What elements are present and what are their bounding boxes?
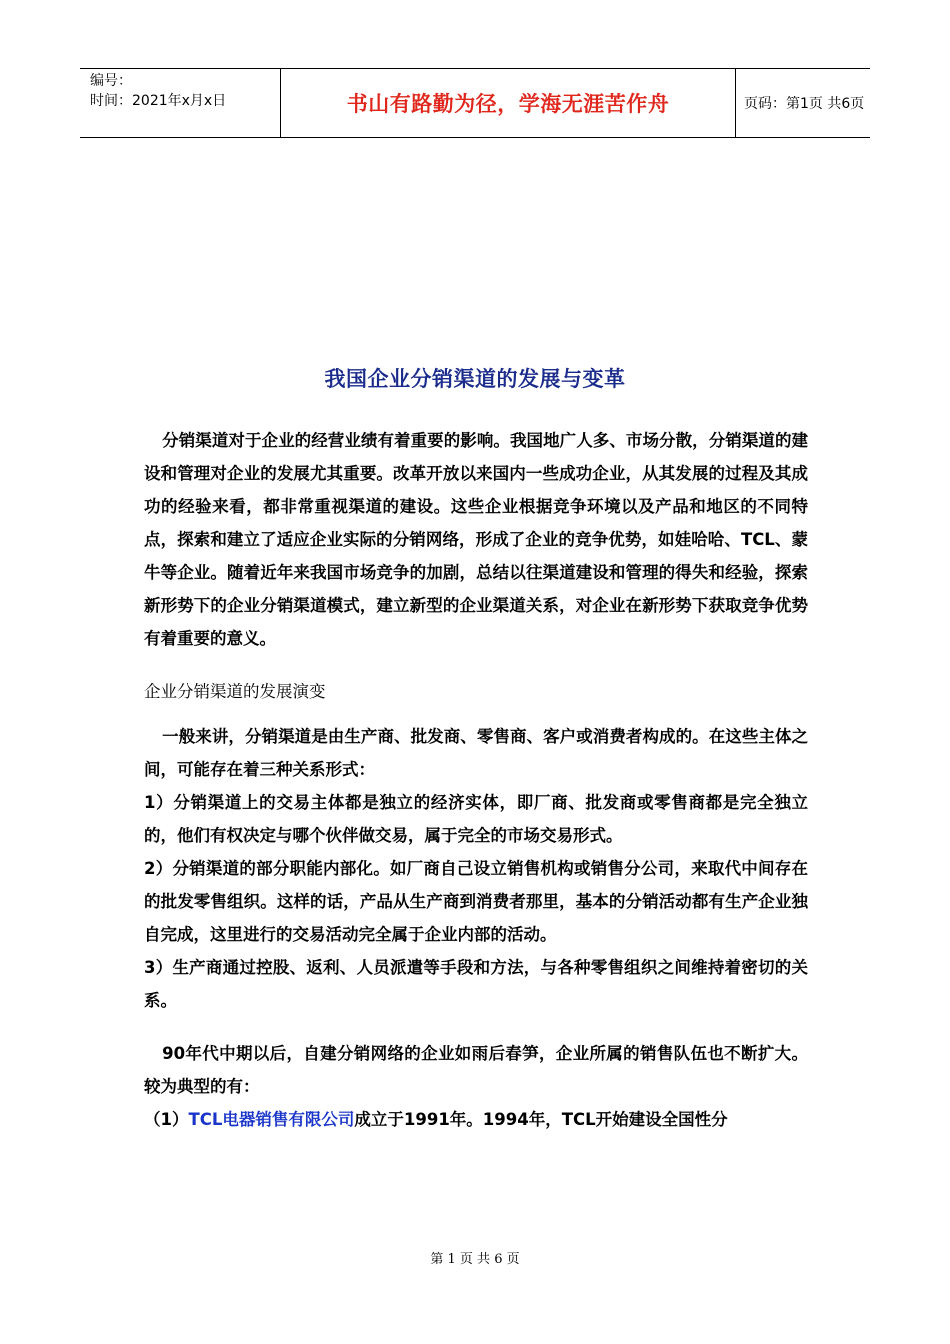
document-time-label: 时间：2021年x月x日 [90,93,227,109]
list-item-3: 3）生产商通过控股、返利、人员派遣等手段和方法，与各种零售组织之间维持着密切的关系。 [144,958,808,1010]
paragraph-relations: 一般来讲，分销渠道是由生产商、批发商、零售商、客户或消费者构成的。在这些主体之间，可能存在着三种关系形式： [144,727,808,779]
page-footer: 第 1 页 共 6 页 [430,1252,520,1267]
document-body [144,424,808,1136]
header-page-info: 页码：第1页 共6页 [744,96,865,112]
tcl-company-link[interactable]: TCL电器销售有限公司 [188,1110,355,1129]
page-header [80,68,870,138]
list-item-tcl [144,1103,808,1136]
header-meta [80,69,280,137]
paragraph-90s: 90年代中期以后，自建分销网络的企业如雨后春笋，企业所属的销售队伍也不断扩大。较为典型的有： [144,1044,808,1096]
list-item-2: 2）分销渠道的部分职能内部化。如厂商自己设立销售机构或销售分公司，来取代中间存在的批发零售组织。这样的话，产品从生产商到消费者那里，基本的分销活动都有生产企业独自完成，这里进行的交易活动完全属于企业内部的活动。 [144,859,808,944]
document-title: 我国企业分销渠道的发展与变革 [324,367,626,391]
document-number-label: 编号： [90,73,132,89]
header-motto: 书山有路勤为径，学海无涯苦作舟 [280,69,736,137]
list-item-tcl-text: 成立于1991年。1994年，TCL开始建设全国性分 [354,1110,728,1129]
list-item-1: 1）分销渠道上的交易主体都是独立的经济实体，即厂商、批发商或零售商都是完全独立的，他们有权决定与哪个伙伴做交易，属于完全的市场交易形式。 [144,793,808,845]
section-heading: 企业分销渠道的发展演变 [144,682,326,701]
list-item-tcl-prefix: （1） [144,1110,189,1129]
intro-paragraph: 分销渠道对于企业的经营业绩有着重要的影响。我国地广人多、市场分散，分销渠道的建设和管理对企业的发展尤其重要。改革开放以来国内一些成功企业，从其发展的过程及其成功的经验来看，都非常重视渠道的建设。这些企业根据竞争环境以及产品和地区的不同特点，探索和建立了适应企业实际的分销网络，形成了企业的竞争优势，如娃哈哈、TCL、蒙牛等企业。随着近年来我国市场竞争的加剧，总结以往渠道建设和管理的得失和经验，探索新形势下的企业分销渠道模式，建立新型的企业渠道关系，对企业在新形势下获取竞争优势有着重要的意义。 [144,431,808,648]
